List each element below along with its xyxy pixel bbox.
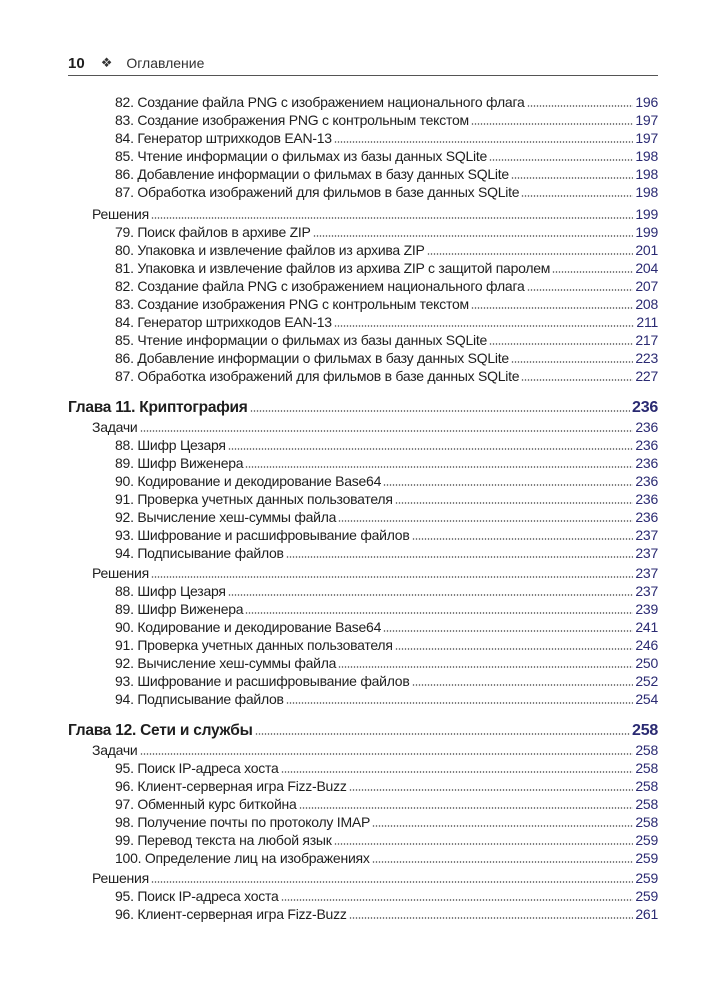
dot-leader (412, 684, 634, 686)
toc-entry[interactable] (115, 777, 658, 795)
toc-entry[interactable] (115, 436, 658, 454)
dot-leader (412, 538, 634, 540)
entry-page: 252 (635, 673, 658, 689)
toc-entry[interactable] (115, 690, 658, 708)
entry-title: 90. Кодирование и декодирование Base64 (115, 619, 382, 635)
toc-chapter[interactable] (68, 720, 658, 741)
toc-entry[interactable] (115, 618, 658, 636)
dot-leader (489, 159, 633, 161)
dot-leader (471, 123, 634, 125)
toc-entry[interactable] (115, 600, 658, 618)
toc-entry[interactable] (115, 313, 658, 331)
entry-title: 89. Шифр Виженера (115, 455, 244, 471)
dot-leader (383, 630, 633, 632)
entry-page: 236 (635, 437, 658, 453)
toc-entry[interactable] (115, 349, 658, 367)
dot-leader (140, 430, 634, 432)
toc-chapter[interactable] (68, 397, 658, 418)
entry-title: 93. Шифрование и расшифровывание файлов (115, 673, 410, 689)
entry-page: 237 (635, 565, 658, 581)
toc-section[interactable] (92, 869, 658, 887)
toc-entry[interactable] (115, 759, 658, 777)
toc-entry[interactable] (115, 295, 658, 313)
dot-leader (372, 861, 634, 863)
entry-page: 211 (636, 314, 658, 330)
toc-entry[interactable] (115, 472, 658, 490)
toc-entry[interactable] (115, 147, 658, 165)
entry-title: 91. Проверка учетных данных пользователя (115, 637, 393, 653)
entry-page: 261 (635, 906, 658, 922)
toc-entry[interactable] (115, 887, 658, 905)
entry-title: 87. Обработка изображений для фильмов в базе данных SQLite (115, 184, 520, 200)
ornament-icon: ❖ (100, 55, 113, 70)
toc-section[interactable] (92, 741, 658, 759)
header-rule (68, 75, 658, 76)
toc-entry[interactable] (115, 582, 658, 600)
toc-entry[interactable] (115, 331, 658, 349)
dot-leader (383, 484, 633, 486)
dot-leader (527, 105, 634, 107)
dot-leader (338, 666, 633, 668)
toc-entry[interactable] (115, 490, 658, 508)
entry-title: 81. Упаковка и извлечение файлов из архива ZIP с защитой паролем (115, 260, 551, 276)
toc-entry[interactable] (115, 813, 658, 831)
page-number: 10 (68, 54, 85, 72)
dot-leader (489, 343, 633, 345)
entry-page: 207 (635, 278, 658, 294)
toc-entry[interactable] (115, 526, 658, 544)
dot-leader (527, 289, 634, 291)
entry-page: 236 (635, 473, 658, 489)
dot-leader (286, 702, 634, 704)
entry-title: 98. Получение почты по протоколу IMAP (115, 814, 371, 830)
running-header (68, 51, 658, 75)
entry-title: 93. Шифрование и расшифровывание файлов (115, 527, 410, 543)
toc-entry[interactable] (115, 259, 658, 277)
dot-leader (395, 648, 634, 650)
dot-leader (427, 253, 634, 255)
entry-title: 88. Шифр Цезаря (115, 583, 226, 599)
toc-section[interactable] (92, 418, 658, 436)
entry-title: 97. Обменный курс биткойна (115, 796, 297, 812)
entry-page: 236 (635, 491, 658, 507)
entry-page: 237 (635, 545, 658, 561)
entry-title: 99. Перевод текста на любой язык (115, 832, 332, 848)
entry-page: 198 (635, 148, 658, 164)
toc-entry[interactable] (115, 636, 658, 654)
dot-leader (511, 177, 633, 179)
entry-title: Глава 12. Сети и службы (68, 722, 253, 739)
entry-title: 83. Создание изображения PNG с контрольным текстом (115, 296, 469, 312)
dot-leader (255, 733, 630, 735)
dot-leader (281, 771, 634, 773)
entry-page: 259 (635, 888, 658, 904)
entry-title: 95. Поиск IP-адреса хоста (115, 760, 279, 776)
entry-page: 227 (635, 368, 658, 384)
toc-entry[interactable] (115, 508, 658, 526)
entry-title: 88. Шифр Цезаря (115, 437, 226, 453)
dot-leader (521, 379, 633, 381)
entry-page: 196 (635, 94, 658, 110)
toc-entry[interactable] (115, 672, 658, 690)
entry-page: 236 (635, 419, 658, 435)
entry-page: 237 (635, 527, 658, 543)
entry-title: Решения (92, 565, 149, 581)
entry-page: 259 (635, 870, 658, 886)
dot-leader (299, 807, 634, 809)
toc-entry[interactable] (115, 165, 658, 183)
entry-page: 258 (635, 814, 658, 830)
dot-leader (334, 141, 634, 143)
dot-leader (245, 466, 633, 468)
entry-page: 199 (635, 206, 658, 222)
entry-page: 223 (635, 350, 658, 366)
toc-entry[interactable] (115, 831, 658, 849)
entry-title: 80. Упаковка и извлечение файлов из архива ZIP (115, 242, 425, 258)
entry-page: 236 (632, 399, 658, 416)
entry-page: 258 (635, 796, 658, 812)
dot-leader (372, 825, 633, 827)
toc-entry[interactable] (115, 241, 658, 259)
toc-entry[interactable] (115, 795, 658, 813)
entry-page: 236 (635, 455, 658, 471)
dot-leader (334, 843, 634, 845)
entry-page: 198 (635, 184, 658, 200)
entry-page: 237 (635, 583, 658, 599)
entry-page: 208 (635, 296, 658, 312)
entry-title: 96. Клиент-серверная игра Fizz-Buzz (115, 906, 347, 922)
entry-page: 198 (635, 166, 658, 182)
entry-title: 82. Создание файла PNG с изображением национального флага (115, 94, 525, 110)
entry-title: 92. Вычисление хеш-суммы файла (115, 509, 337, 525)
entry-title: 96. Клиент-серверная игра Fizz-Buzz (115, 778, 347, 794)
entry-page: 236 (635, 509, 658, 525)
entry-title: 87. Обработка изображений для фильмов в базе данных SQLite (115, 368, 520, 384)
entry-title: 90. Кодирование и декодирование Base64 (115, 473, 382, 489)
toc-section[interactable] (92, 564, 658, 582)
dot-leader (552, 271, 633, 273)
toc-entry[interactable] (115, 129, 658, 147)
entry-title: 83. Создание изображения PNG с контрольным текстом (115, 112, 469, 128)
entry-page: 254 (635, 691, 658, 707)
entry-page: 250 (635, 655, 658, 671)
toc-entry[interactable] (115, 183, 658, 201)
toc-entry[interactable] (115, 654, 658, 672)
entry-page: 259 (635, 850, 658, 866)
entry-page: 197 (635, 130, 658, 146)
entry-title: 92. Вычисление хеш-суммы файла (115, 655, 337, 671)
entry-title: 82. Создание файла PNG с изображением национального флага (115, 278, 525, 294)
entry-title: Решения (92, 870, 149, 886)
entry-title: 86. Добавление информации о фильмах в базу данных SQLite (115, 350, 509, 366)
toc-entry[interactable] (115, 277, 658, 295)
dot-leader (521, 195, 633, 197)
dot-leader (338, 520, 633, 522)
entry-title: 84. Генератор штрихкодов EAN-13 (115, 130, 332, 146)
dot-leader (395, 502, 634, 504)
toc-entry[interactable] (115, 454, 658, 472)
toc-entry[interactable] (115, 849, 658, 867)
toc-section[interactable] (92, 205, 658, 223)
dot-leader (281, 899, 634, 901)
entry-title: 84. Генератор штрихкодов EAN-13 (115, 314, 332, 330)
toc-entry[interactable] (115, 544, 658, 562)
dot-leader (349, 789, 634, 791)
entry-page: 239 (635, 601, 658, 617)
dot-leader (471, 307, 634, 309)
entry-page: 246 (635, 637, 658, 653)
dot-leader (140, 753, 634, 755)
toc-entry[interactable] (115, 223, 658, 241)
entry-title: 85. Чтение информации о фильмах из базы данных SQLite (115, 332, 488, 348)
entry-title: 94. Подписывание файлов (115, 691, 284, 707)
entry-title: 86. Добавление информации о фильмах в базу данных SQLite (115, 166, 509, 182)
entry-page: 258 (635, 742, 658, 758)
entry-page: 197 (635, 112, 658, 128)
entry-page: 201 (635, 242, 658, 258)
entry-title: 91. Проверка учетных данных пользователя (115, 491, 393, 507)
dot-leader (286, 556, 634, 558)
entry-page: 204 (635, 260, 658, 276)
dot-leader (151, 881, 633, 883)
running-title: Оглавление (126, 55, 205, 71)
entry-page: 217 (635, 332, 658, 348)
toc-entry[interactable] (115, 111, 658, 129)
toc-entry[interactable] (115, 905, 658, 923)
entry-page: 241 (635, 619, 658, 635)
dot-leader (334, 325, 635, 327)
entry-title: 100. Определение лиц на изображениях (115, 850, 370, 866)
table-of-contents (0, 93, 727, 923)
dot-leader (313, 235, 634, 237)
entry-page: 258 (635, 778, 658, 794)
dot-leader (228, 448, 634, 450)
dot-leader (250, 410, 630, 412)
entry-page: 258 (632, 722, 658, 739)
toc-entry[interactable] (115, 93, 658, 111)
entry-title: Решения (92, 206, 149, 222)
entry-page: 259 (635, 832, 658, 848)
entry-title: 79. Поиск файлов в архиве ZIP (115, 224, 311, 240)
entry-page: 199 (635, 224, 658, 240)
entry-title: 89. Шифр Виженера (115, 601, 244, 617)
dot-leader (245, 612, 633, 614)
dot-leader (349, 917, 634, 919)
toc-entry[interactable] (115, 367, 658, 385)
dot-leader (228, 594, 634, 596)
entry-title: Глава 11. Криптография (68, 399, 248, 416)
entry-title: Задачи (92, 742, 138, 758)
dot-leader (151, 217, 633, 219)
entry-title: 94. Подписывание файлов (115, 545, 284, 561)
entry-title: 85. Чтение информации о фильмах из базы данных SQLite (115, 148, 488, 164)
entry-title: Задачи (92, 419, 138, 435)
entry-title: 95. Поиск IP-адреса хоста (115, 888, 279, 904)
dot-leader (511, 361, 633, 363)
dot-leader (151, 576, 633, 578)
entry-page: 258 (635, 760, 658, 776)
